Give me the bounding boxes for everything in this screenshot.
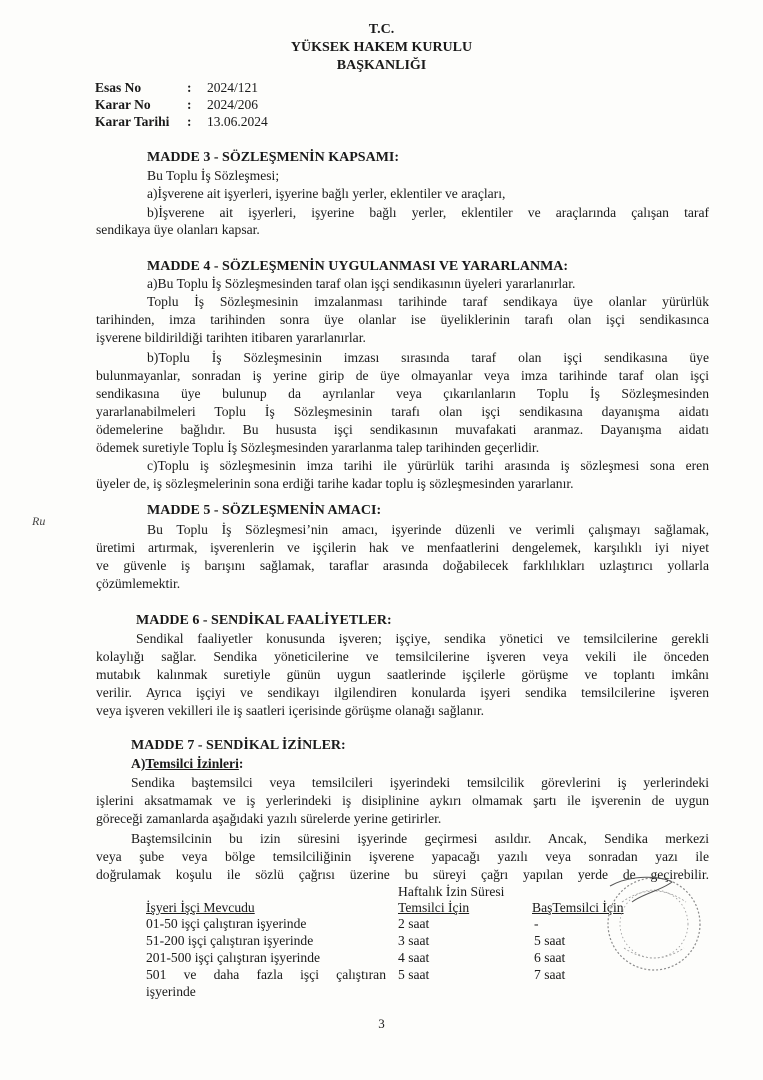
meta-esas-no: Esas No : 2024/121 bbox=[95, 80, 259, 95]
madde7-line: işlerini aksatmamak ve iş yerlerindeki iş disiplinine aykırı olmamak şartı ile işverenin de uygun bbox=[96, 793, 709, 808]
table-row-temsilci: 2 saat bbox=[398, 916, 430, 931]
table-row-label-cont: işyerinde bbox=[146, 984, 196, 999]
madde4-line: ödemek suretiyle Toplu İş Sözleşmesinden yararlanma talep tarihinden geçerlidir. bbox=[96, 440, 540, 455]
madde3-title: MADDE 3 - SÖZLEŞMENİN KAPSAMI: bbox=[147, 150, 400, 165]
madde4-line: yararlanabilmeleri Toplu İş Sözleşmesinin tarafı olan işçi sendikasına dayanışma aidatı bbox=[96, 404, 709, 419]
madde5-line: Bu Toplu İş Sözleşmesi’nin amacı, işyerinde düzenli ve verimli çalışmayı sağlamak, bbox=[147, 522, 709, 537]
meta-karar-no: Karar No : 2024/206 bbox=[95, 97, 259, 112]
table-row-temsilci: 5 saat bbox=[398, 967, 430, 982]
madde3-line: b)İşverene ait işyerleri, işyerine bağlı yerler, eklentiler ve araçlarında çalışan taraf bbox=[147, 205, 709, 220]
madde5-line: ve güvenle iş barışını sağlamak, taraflar arasında doğabilecek farklılıkları uzlaştırıcı yollarla bbox=[96, 558, 709, 573]
madde6-line: veya işveren vekilleri ile iş saatleri içerisinde görüşme olanağı sağlanır. bbox=[96, 703, 485, 718]
page-number: 3 bbox=[378, 1016, 385, 1031]
madde4-line: b)Toplu İş Sözleşmesinin imzası sırasında taraf olan işçi sendikasına üye bbox=[147, 350, 709, 365]
table-row-bastemsilci: 6 saat bbox=[534, 950, 566, 965]
madde5-line: çözümlemektir. bbox=[96, 576, 181, 591]
madde6-line: mutabık kalınmak suretiyle günün uygun saatlerinde işçilerle görüşme ve toplantı imkânı bbox=[96, 667, 709, 682]
madde4-line: üyeler de, iş sözleşmelerinin sona erdiği tarihe kadar toplu iş sözleşmesinden yararlanır. bbox=[96, 476, 574, 491]
table-row-bastemsilci: 5 saat bbox=[534, 933, 566, 948]
madde6-line: verilir. Ayrıca işçiyi ve sendikayı ilgilendiren konularda işyeri sendika temsilcilerine işveren bbox=[96, 685, 709, 700]
madde7-line: doğrulamak koşulu ile sözlü çağrısı üzerine bu süreyi çağrı yapılan yerde de geçirebilir. bbox=[96, 867, 709, 882]
madde4-line: tarihinden, imza tarihinden sonra üye olanlar ise üyeliklerinin tarafı olan işçi sendikasınca bbox=[96, 312, 709, 327]
madde5-line: üretimi artırmak, işverenlerin ve işçilerin hak ve menfaatlerini dengelemek, karşılıklı iyi niyet bbox=[96, 540, 709, 555]
table-row-label: 01-50 işçi çalıştıran işyerinde bbox=[146, 916, 307, 931]
madde4-line: sendikasına üye bulunup da ayrılanlar veya çıkarılanların Toplu İş Sözleşmesinden bbox=[96, 386, 709, 401]
table-row-bastemsilci: - bbox=[534, 916, 539, 931]
table-weekly-header: Haftalık İzin Süresi bbox=[398, 884, 505, 899]
madde7-subtitle: A)Temsilci İzinleri: bbox=[131, 756, 244, 771]
madde3-line: Bu Toplu İş Sözleşmesi; bbox=[147, 168, 280, 183]
madde4-line: ödemelerine bağlıdır. Bu hususta işçi sendikasının muvafakati aranmaz. Dayanışma aidatı bbox=[96, 422, 709, 437]
margin-handwritten-note: Ru bbox=[32, 514, 46, 528]
madde7-line: Baştemsilcinin bu izin süresini işyerinde geçirmesi asıldır. Ancak, Sendika merkezi bbox=[131, 831, 709, 846]
table-row-label: 501 ve daha fazla işçi çalıştıran bbox=[146, 967, 386, 982]
table-col-bastemsilci: BaşTemsilci İçin bbox=[532, 900, 624, 915]
madde4-line: bulunmayanlar, sonradan iş yerine girip de üye olmayanlar veya imza tarihinde taraf olan işçi bbox=[96, 368, 709, 383]
madde4-title: MADDE 4 - SÖZLEŞMENİN UYGULANMASI VE YARARLANMA: bbox=[147, 259, 569, 274]
table-row-bastemsilci: 7 saat bbox=[534, 967, 566, 982]
official-stamp-icon bbox=[602, 872, 706, 976]
madde4-line: işverene bildirildiği tarihten itibaren yararlanırlar. bbox=[96, 330, 366, 345]
table-row-temsilci: 4 saat bbox=[398, 950, 430, 965]
table-col-temsilci: Temsilci İçin bbox=[398, 900, 470, 915]
madde3-line: a)İşverene ait işyerleri, işyerine bağlı yerler, eklentiler ve araçları, bbox=[147, 186, 506, 201]
header-institution: YÜKSEK HAKEM KURULU bbox=[290, 40, 473, 55]
madde7-line: Sendika baştemsilci veya temsilcileri işyerindeki temsilcilik görevlerini iş yerlerindeki bbox=[131, 775, 709, 790]
madde6-line: Sendikal faaliyetler konusunda işveren; işçiye, sendika yönetici ve temsilcilerine gerekli bbox=[136, 631, 709, 646]
table-row-label: 51-200 işçi çalıştıran işyerinde bbox=[146, 933, 314, 948]
madde5-title: MADDE 5 - SÖZLEŞMENİN AMACI: bbox=[147, 503, 382, 518]
madde4-line: a)Bu Toplu İş Sözleşmesinden taraf olan işçi sendikasının üyeleri yararlanırlar. bbox=[147, 276, 576, 291]
madde4-line: Toplu İş Sözleşmesinin imzalanması tarihinde taraf sendikaya üye olanlar yürürlük bbox=[147, 294, 709, 309]
madde7-line: göreceği zamanlarda aşağıdaki yazılı sürelerde yerine getirirler. bbox=[96, 811, 442, 826]
header-tc: T.C. bbox=[368, 22, 395, 37]
meta-karar-tarihi: Karar Tarihi : 13.06.2024 bbox=[95, 114, 268, 129]
madde6-line: kolaylığı sağlar. Sendika yöneticilerine ve temsilcilerine işveren veya vekili ile önceden bbox=[96, 649, 709, 664]
madde6-title: MADDE 6 - SENDİKAL FAALİYETLER: bbox=[136, 613, 392, 628]
madde3-line: sendikaya üye olanları kapsar. bbox=[96, 222, 260, 237]
table-row-temsilci: 3 saat bbox=[398, 933, 430, 948]
header-presidency: BAŞKANLIĞI bbox=[336, 58, 427, 73]
table-row-label: 201-500 işçi çalıştıran işyerinde bbox=[146, 950, 321, 965]
madde4-line: c)Toplu iş sözleşmesinin imza tarihi ile yürürlük tarihi arasında iş sözleşmesi sona eren bbox=[147, 458, 709, 473]
table-col-isci-mevcudu: İşyeri İşçi Mevcudu bbox=[146, 900, 255, 915]
madde7-title: MADDE 7 - SENDİKAL İZİNLER: bbox=[131, 738, 346, 753]
madde7-line: veya şube veya bölge temsilciliğinin işverene yapacağı yazılı veya sonradan yazı ile bbox=[96, 849, 709, 864]
